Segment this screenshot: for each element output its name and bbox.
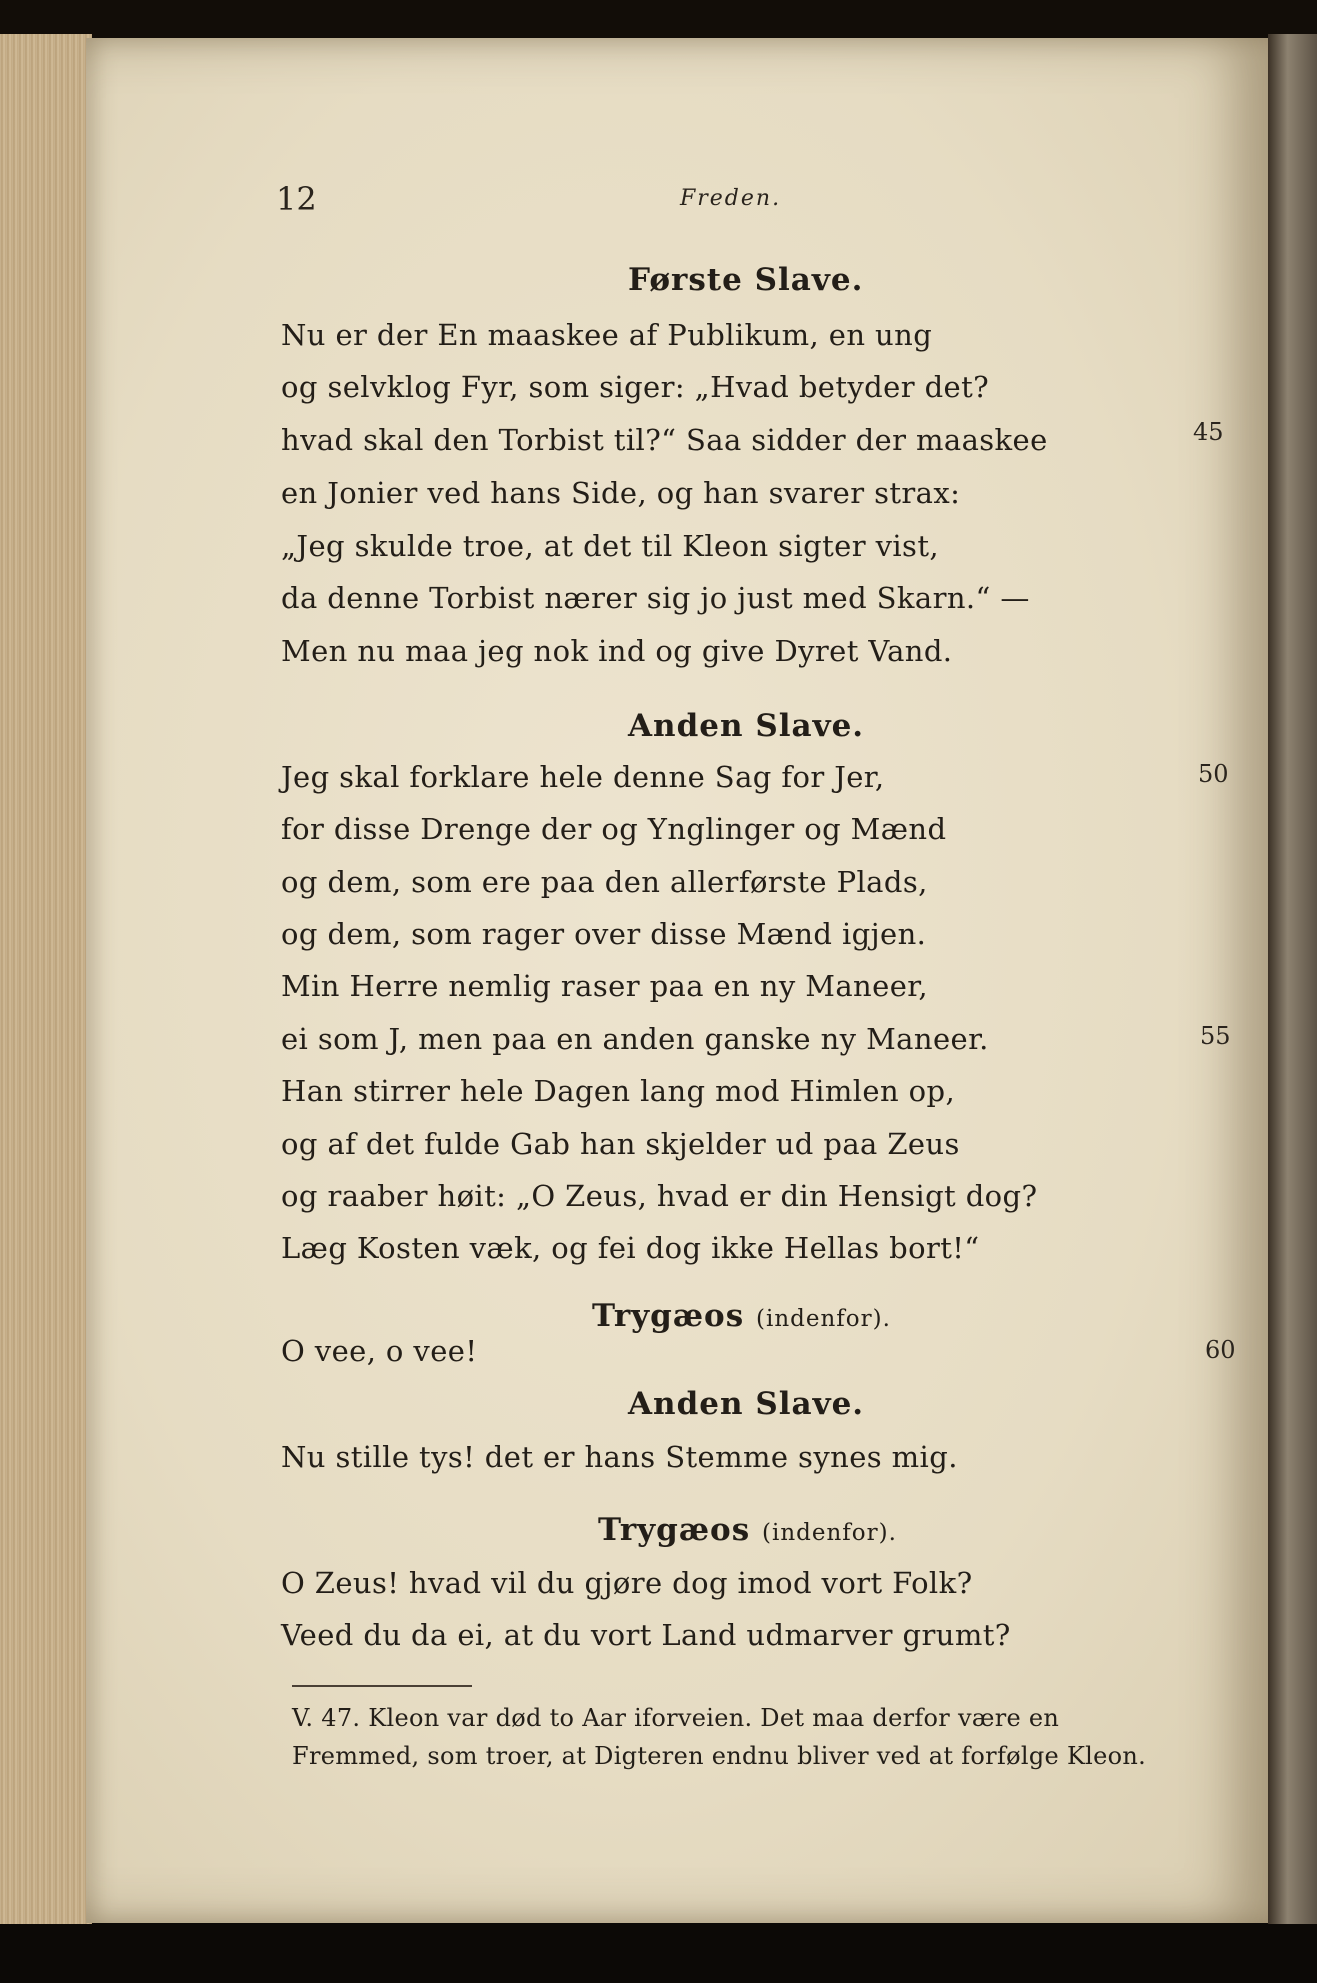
verse-line: ei som J, men paa en anden ganske ny Maneer. [281,1022,989,1056]
line-number: 55 [1200,1022,1231,1050]
footnote-line: Fremmed, som troer, at Digteren endnu bliver ved at forfølge Kleon. [292,1742,1147,1770]
verse-line: O Zeus! hvad vil du gjøre dog imod vort Folk? [281,1566,973,1600]
footnote-rule [292,1685,472,1687]
verse-line: Læg Kosten væk, og fei dog ikke Hellas bort!“ [281,1231,980,1265]
stage-direction: (indenfor). [762,1520,897,1546]
verse-line: og dem, som ere paa den allerførste Plads, [281,865,928,899]
line-number: 45 [1193,418,1224,446]
verse-line: „Jeg skulde troe, at det til Kleon sigter vist, [281,529,939,563]
verse-line: og raaber høit: „O Zeus, hvad er din Hensigt dog? [281,1179,1038,1213]
verse-line: Jeg skal forklare hele denne Sag for Jer, [281,760,885,794]
speaker-heading: Anden Slave. [628,1386,865,1422]
page-number: 12 [276,180,317,218]
verse-line: Nu stille tys! det er hans Stemme synes mig. [281,1440,958,1474]
footnote-line: V. 47. Kleon var død to Aar iforveien. Det maa derfor være en [292,1704,1060,1732]
running-title: Freden. [680,186,782,211]
verse-line: og af det fulde Gab han skjelder ud paa Zeus [281,1127,960,1161]
verse-line: hvad skal den Torbist til?“ Saa sidder der maaskee [281,423,1048,457]
verse-line: for disse Drenge der og Ynglinger og Mænd [281,812,947,846]
verse-line: og dem, som rager over disse Mænd igjen. [281,917,927,951]
speaker-name: Trygæos [598,1512,751,1548]
verse-line: Veed du da ei, at du vort Land udmarver grumt? [281,1618,1011,1652]
speaker-name: Trygæos [592,1298,745,1334]
line-number: 50 [1198,760,1229,788]
speaker-heading: Første Slave. [628,262,864,298]
speaker-heading [592,1298,891,1334]
verse-line: da denne Torbist nærer sig jo just med Skarn.“ — [281,581,1030,615]
speaker-heading: Anden Slave. [628,708,865,744]
verse-line: Nu er der En maaskee af Publikum, en ung [281,318,933,352]
stage-direction: (indenfor). [756,1306,891,1332]
line-number: 60 [1205,1336,1236,1364]
verse-line: Han stirrer hele Dagen lang mod Himlen op, [281,1074,956,1108]
verse-line: Men nu maa jeg nok ind og give Dyret Vand. [281,634,953,668]
verse-line: og selvklog Fyr, som siger: „Hvad betyder det? [281,370,990,404]
verse-line: en Jonier ved hans Side, og han svarer strax: [281,476,961,510]
speaker-heading [598,1512,897,1548]
verse-line: Min Herre nemlig raser paa en ny Maneer, [281,969,928,1003]
verse-line: O vee, o vee! [281,1334,478,1368]
